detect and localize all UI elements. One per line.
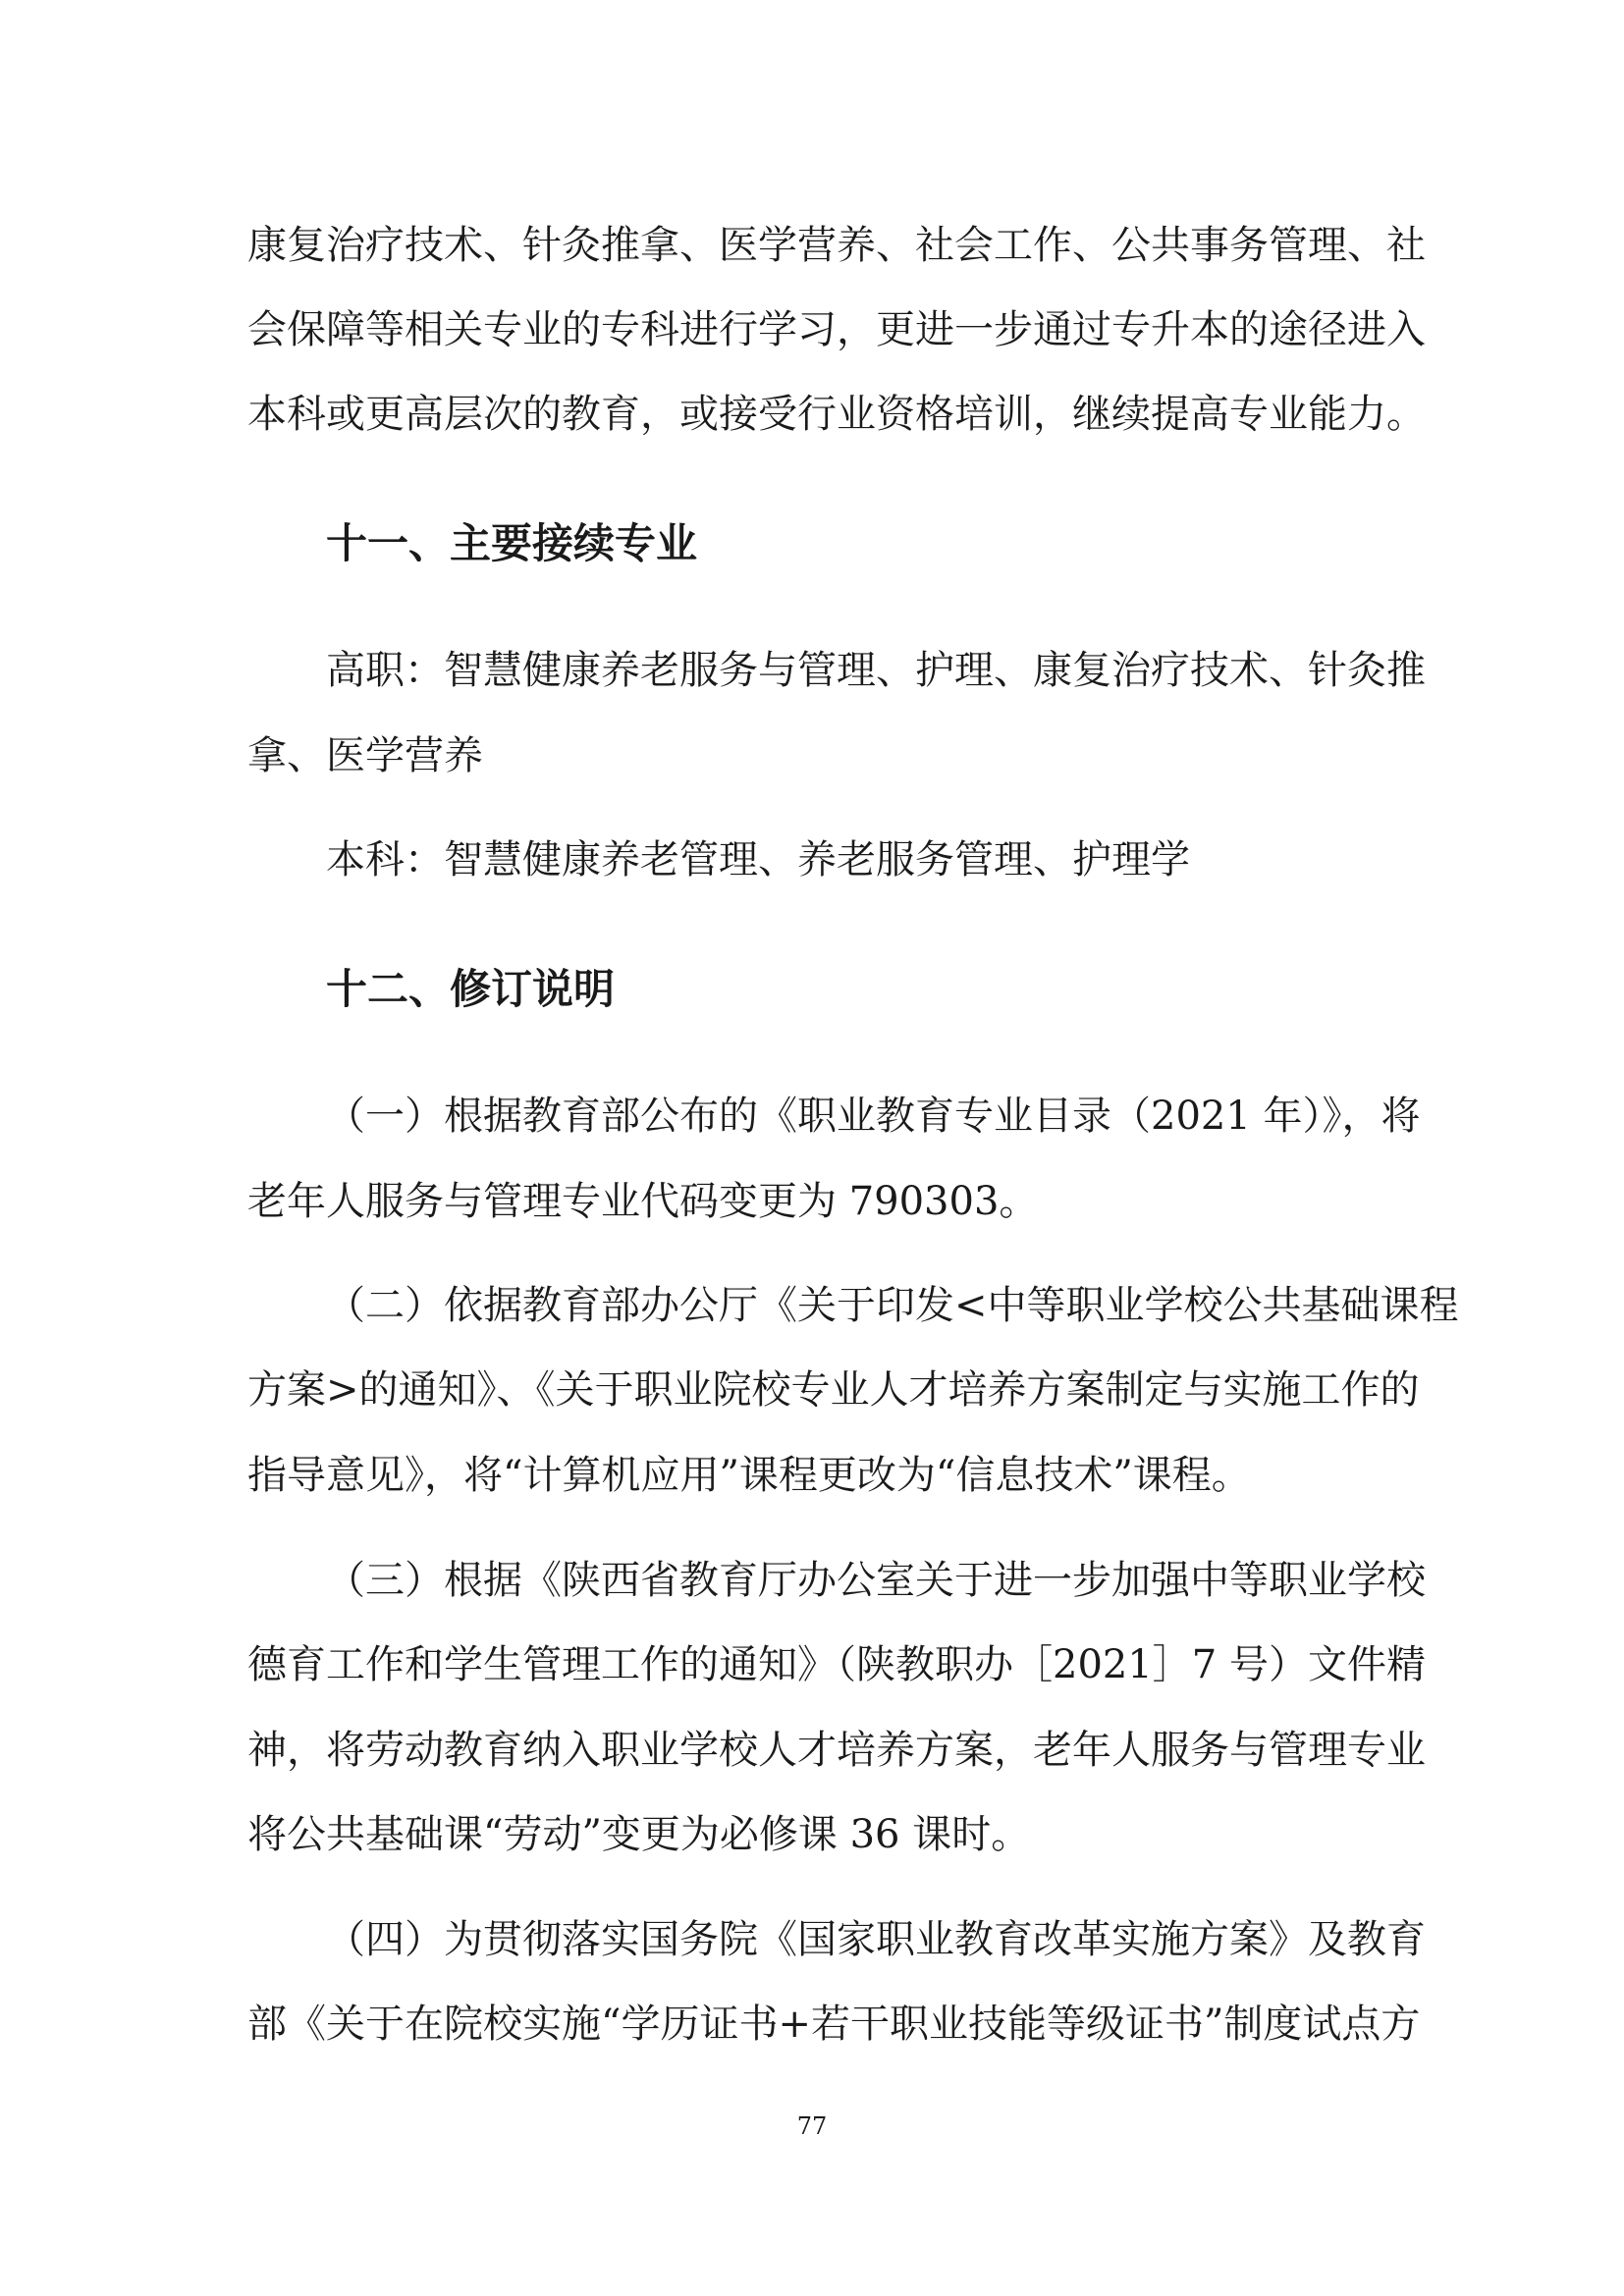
paragraph-line: 指导意见》，将“计算机应用”课程更改为“信息技术”课程。 [247,1453,1251,1498]
paragraph-line: 部《关于在院校实施“学历证书+若干职业技能等级证书”制度试点方 [247,2002,1421,2047]
paragraph-line: 本科：智慧健康养老管理、养老服务管理、护理学 [326,837,1190,882]
paragraph-line: 将公共基础课“劳动”变更为必修课 36 课时。 [247,1812,1031,1857]
paragraph-line: 康复治疗技术、针灸推拿、医学营养、社会工作、公共事务管理、社 [247,223,1426,268]
paragraph-line: （四）为贯彻落实国务院《国家职业教育改革实施方案》及教育 [326,1917,1426,1962]
paragraph-line: （二）依据教育部办公厅《关于印发<中等职业学校公共基础课程 [326,1283,1459,1328]
paragraph-line: （三）根据《陕西省教育厅办公室关于进一步加强中等职业学校 [326,1558,1426,1603]
page-number: 77 [796,2112,828,2140]
paragraph-line: 本科或更高层次的教育，或接受行业资格培训，继续提高专业能力。 [247,392,1426,437]
paragraph-line: 神，将劳动教育纳入职业学校人才培养方案，老年人服务与管理专业 [247,1728,1426,1773]
section-heading-11: 十一、主要接续专业 [326,519,698,567]
paragraph-line: 拿、医学营养 [247,733,483,778]
paragraph-line: 高职：智慧健康养老服务与管理、护理、康复治疗技术、针灸推 [326,648,1426,693]
paragraph-line: 方案>的通知》、《关于职业院校专业人才培养方案制定与实施工作的 [247,1367,1420,1413]
section-heading-12: 十二、修订说明 [326,965,616,1013]
paragraph-line: 德育工作和学生管理工作的通知》（陕教职办［2021］7 号）文件精 [247,1642,1426,1687]
paragraph-line: 老年人服务与管理专业代码变更为 790303。 [247,1179,1039,1224]
paragraph-line: 会保障等相关专业的专科进行学习，更进一步通过专升本的途径进入 [247,307,1426,352]
paragraph-line: （一）根据教育部公布的《职业教育专业目录（2021 年）》，将 [326,1094,1421,1139]
